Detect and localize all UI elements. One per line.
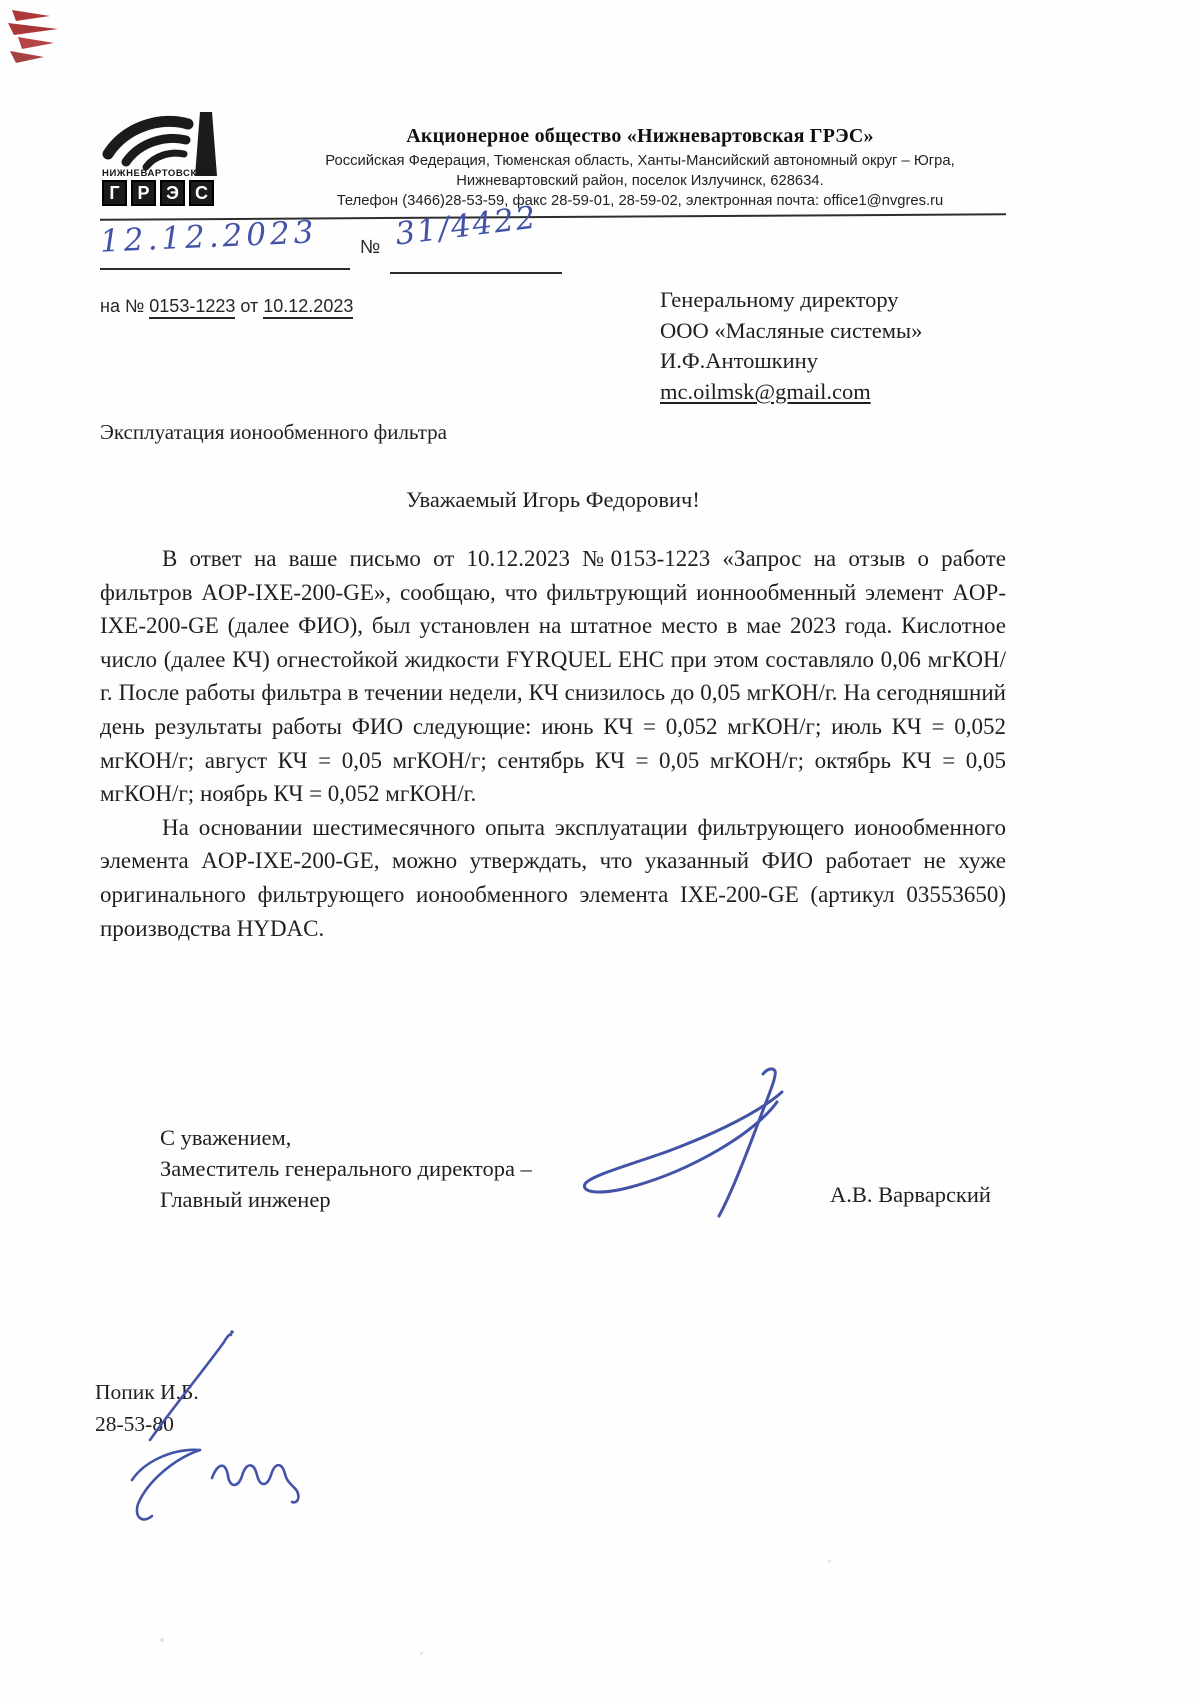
outgoing-date-handwritten: 12.12.2023 — [99, 214, 319, 260]
number-underline — [390, 272, 562, 274]
body-paragraph-1: В ответ на ваше письмо от 10.12.2023 №0153-1223 «Запрос на отзыв о работе фильтров AOP-IXE-200-GE», сообщаю, что фильтрующий ионнообменный элемент AOP-IXE-200-GE (далее ФИО), был установлен на штатное место в мае 2023 года. Кислотное число (далее КЧ) огнестойкой жидкости FYRQUEL EHC при этом составляло 0,06 мгКОН/г. После работы фильтра в течении недели, КЧ снизилось до 0,05 мгКОН/г. На сегодняшний день результаты работы ФИО следующие: июнь КЧ = 0,052 мгКОН/г; июль КЧ = 0,052 мгКОН/г; август КЧ = 0,05 мгКОН/г; сентябрь КЧ = 0,05 мгКОН/г; октябрь КЧ = 0,05 мгКОН/г; ноябрь КЧ = 0,052 мгКОН/г. — [100, 546, 1006, 807]
recipient-person: И.Ф.Антошкину — [660, 348, 818, 373]
recipient-company: ООО «Масляные системы» — [660, 317, 923, 343]
org-name: Акционерное общество «Нижневартовская ГРЭС» — [406, 125, 874, 147]
logo-letter-box: Г — [102, 180, 127, 206]
reply-prefix: на № — [100, 296, 145, 316]
closing-position-line2: Главный инженер — [160, 1187, 331, 1212]
closing-position-line1: Заместитель генерального директора – — [160, 1156, 532, 1181]
org-address — [250, 151, 1030, 211]
recipient-block — [660, 285, 922, 407]
closing-regards: С уважением, — [160, 1125, 292, 1150]
scan-speck — [160, 1638, 164, 1642]
org-address-line2: Нижневартовский район, поселок Излучинск, 628634. — [456, 173, 824, 189]
org-address-line3: Телефон (3466)28-53-59, факс 28-59-01, 28-59-02, электронная почта: office1@nvgres.ru — [336, 193, 944, 209]
org-address-line1: Российская Федерация, Тюменская область, Ханты-Мансийский автономный округ – Югра, — [325, 153, 955, 169]
letterhead — [250, 125, 1030, 211]
reply-number: 0153-1223 — [149, 296, 235, 319]
red-corner-artifact-icon — [4, 4, 74, 74]
executor-phone: 28-53-80 — [95, 1412, 174, 1436]
reply-reference — [100, 296, 353, 317]
recipient-email: mc.oilmsk@gmail.com — [660, 378, 871, 404]
logo-letter-box: Р — [131, 180, 156, 206]
company-logo — [100, 110, 242, 216]
signer-name: А.В. Варварский — [830, 1182, 991, 1207]
number-sign-label: № — [360, 237, 381, 258]
subject-line: Эксплуатация ионообменного фильтра — [100, 420, 447, 444]
recipient-title: Генеральному директору — [660, 287, 899, 312]
scan-speck — [420, 1652, 423, 1655]
salutation: Уважаемый Игорь Федорович! — [406, 487, 700, 512]
closing-block — [160, 1122, 532, 1215]
logo-letter-box: С — [189, 180, 214, 206]
letter-body — [100, 542, 1006, 945]
logo-waves-icon — [108, 121, 188, 167]
body-paragraph-2: На основании шестимесячного опыта эксплуатации фильтрующего ионообменного элемента AOP-IXE-200-GE, можно утверждать, что указанный ФИО работает не хуже оригинального фильтрующего ионообменного элемента IXE-200-GE (артикул 03553650) производства HYDAC. — [100, 814, 1006, 941]
logo-town-text: НИЖНЕВАРТОВСКАЯ — [102, 168, 212, 179]
reply-date: 10.12.2023 — [263, 296, 353, 319]
date-underline — [100, 268, 350, 270]
executor-signature-stroke-icon — [120, 1318, 380, 1528]
outgoing-number-handwritten: 31/4422 — [393, 199, 540, 253]
reply-from-word: от — [240, 296, 259, 316]
logo-letter-boxes — [102, 180, 214, 206]
logo-chimney-icon — [195, 112, 217, 176]
logo-letter-box: Э — [160, 180, 185, 206]
executor-name: Попик И.Б. — [95, 1380, 199, 1404]
director-signature-stroke-icon — [570, 1062, 800, 1222]
scan-speck — [828, 1560, 831, 1563]
